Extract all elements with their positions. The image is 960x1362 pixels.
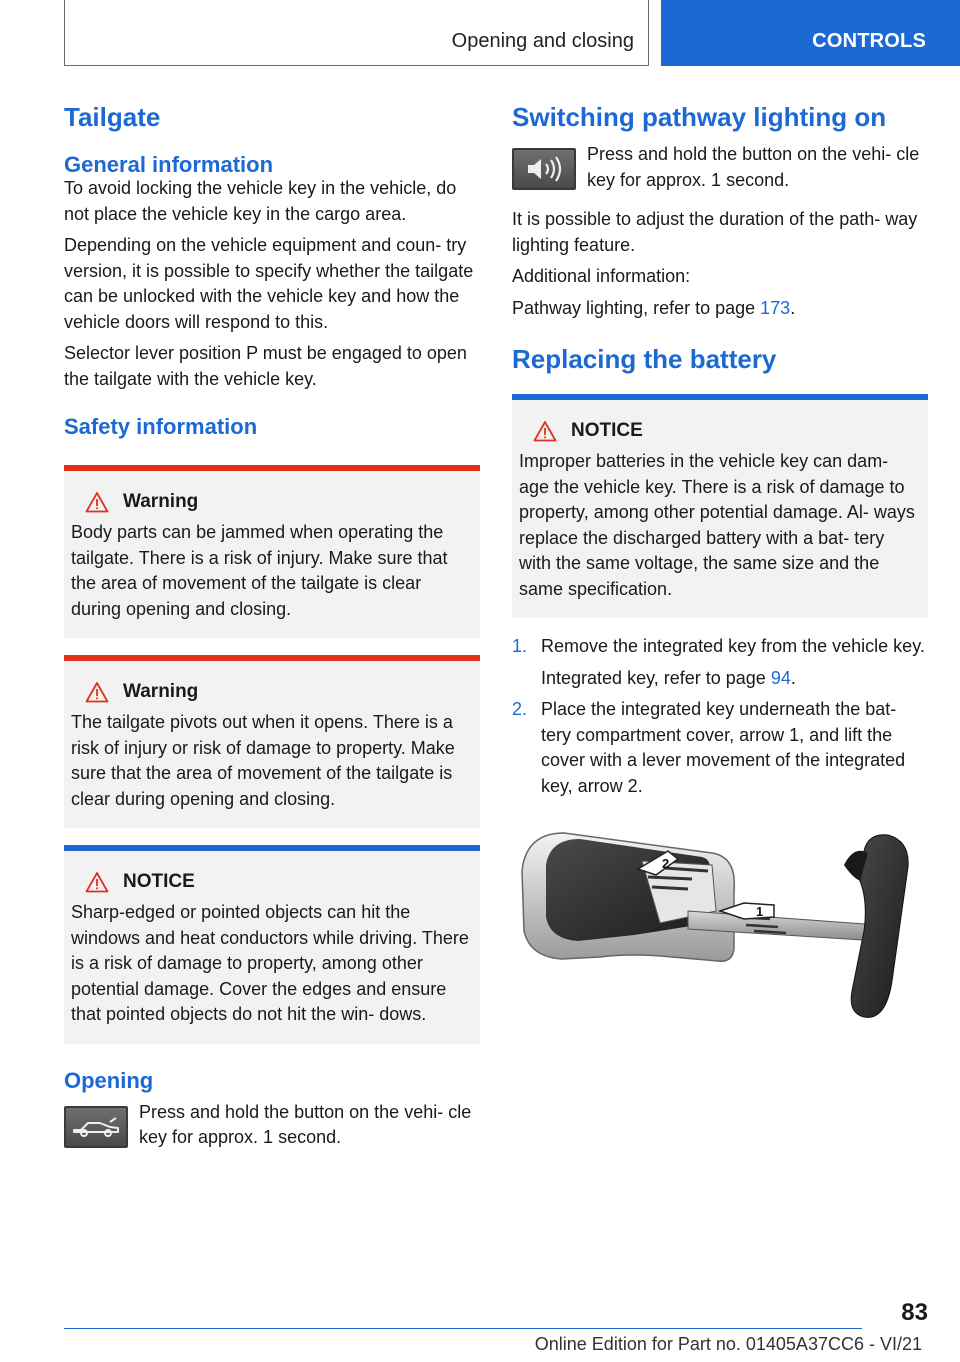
pathway-reference-end: . <box>790 297 796 318</box>
general-information-heading: General information <box>64 152 274 177</box>
battery-notice-title: NOTICE <box>571 420 643 441</box>
general-paragraph-3: Selector lever position P must be engaged to open the tailgate with the vehicle key. <box>64 343 467 389</box>
warning-2-title: Warning <box>123 681 199 702</box>
sound-wave-icon <box>512 148 576 190</box>
battery-notice-box <box>512 394 928 618</box>
battery-notice-text: Improper batteries in the vehicle key can dam‐ age the vehicle key. There is a risk of damage to property, among other potential damage. Al‐ ways replace the discharged battery with a bat‐ tery with the same voltage, the same size and the same specification. <box>519 451 915 599</box>
header-section-title: Opening and closing <box>451 30 634 52</box>
pathway-reference <box>512 296 928 322</box>
left-column <box>64 100 480 1151</box>
warning-triangle-icon <box>85 871 109 893</box>
pathway-paragraph-2: Additional information: <box>512 266 691 286</box>
footer-divider <box>64 1328 862 1329</box>
step-2-text: Place the integrated key underneath the bat‐ tery compartment cover, arrow 1, and lift the cover with a lever movement of the integrated key, arrow 2. <box>541 699 906 796</box>
car-tailgate-icon <box>64 1106 128 1148</box>
safety-information-heading: Safety information <box>64 414 258 439</box>
battery-replacement-illustration <box>512 831 928 1031</box>
tailgate-title: Tailgate <box>64 102 161 132</box>
integrated-key-page-link[interactable]: 94 <box>770 667 791 688</box>
warning-2-text: The tailgate pivots out when it opens. There is a risk of injury or risk of damage to property. Make sure that the area of movement of the tailgate is clear during opening and closing. <box>71 712 455 809</box>
general-paragraph-1: To avoid locking the vehicle key in the vehicle, do not place the vehicle key in the cargo area. <box>64 178 457 224</box>
general-paragraph-2: Depending on the vehicle equipment and coun‐ try version, it is possible to specify whether the tailgate can be unlocked with the vehicle key and how the vehicle doors will respond to this. <box>64 235 474 332</box>
warning-1-title: Warning <box>123 491 199 512</box>
step-1-reference-text: Integrated key, refer to page <box>541 667 771 688</box>
notice-text: Sharp-edged or pointed objects can hit the windows and heat conductors while driving. There is a risk of damage to property, among other potential damage. Cover the edges and ensure that pointed objects do not hit the win‐ dows. <box>71 902 469 1024</box>
warning-triangle-icon <box>85 491 109 513</box>
step-2-number: 2. <box>512 699 528 719</box>
page-number: 83 <box>901 1299 928 1326</box>
notice-box <box>64 845 480 1044</box>
arrow-1-label: 1 <box>756 904 764 919</box>
notice-title: NOTICE <box>123 871 195 892</box>
header-chapter-tab <box>661 0 960 66</box>
pathway-instruction <box>512 144 928 193</box>
pathway-text: Press and hold the button on the vehi‐ cle key for approx. 1 second. <box>587 144 920 190</box>
pathway-lighting-heading: Switching pathway lighting on <box>512 102 887 132</box>
pathway-reference-text: Pathway lighting, refer to page <box>512 297 761 318</box>
warning-1-text: Body parts can be jammed when operating the tailgate. There is a risk of injury. Make sure that the area of movement of the tailgate is clear during opening and closing. <box>71 522 448 619</box>
opening-instruction <box>64 1101 480 1151</box>
arrow-2-label: 2 <box>662 856 670 871</box>
pathway-paragraph-1: It is possible to adjust the duration of the path‐ way lighting feature. <box>512 209 918 255</box>
warning-triangle-icon <box>533 420 557 442</box>
step-2 <box>512 697 928 799</box>
right-column <box>512 100 928 1031</box>
replacing-battery-heading: Replacing the battery <box>512 344 777 374</box>
battery-steps <box>512 634 928 799</box>
opening-text: Press and hold the button on the vehi‐ cle key for approx. 1 second. <box>139 1101 472 1147</box>
warning-triangle-icon <box>85 681 109 703</box>
step-1 <box>512 634 928 691</box>
warning-box-2 <box>64 655 480 828</box>
step-1-text: Remove the integrated key from the vehicle key. <box>541 636 925 656</box>
warning-box-1 <box>64 465 480 638</box>
step-1-reference-end: . <box>790 667 796 688</box>
step-1-number: 1. <box>512 636 528 656</box>
header-chapter-title: CONTROLS <box>812 30 926 52</box>
step-1-reference <box>541 666 925 692</box>
opening-heading: Opening <box>64 1067 154 1093</box>
header-section-box <box>64 0 649 66</box>
footer-edition: Online Edition for Part no. 01405A37CC6 - VI/21 <box>534 1334 922 1354</box>
pathway-page-link[interactable]: 173 <box>760 297 791 318</box>
